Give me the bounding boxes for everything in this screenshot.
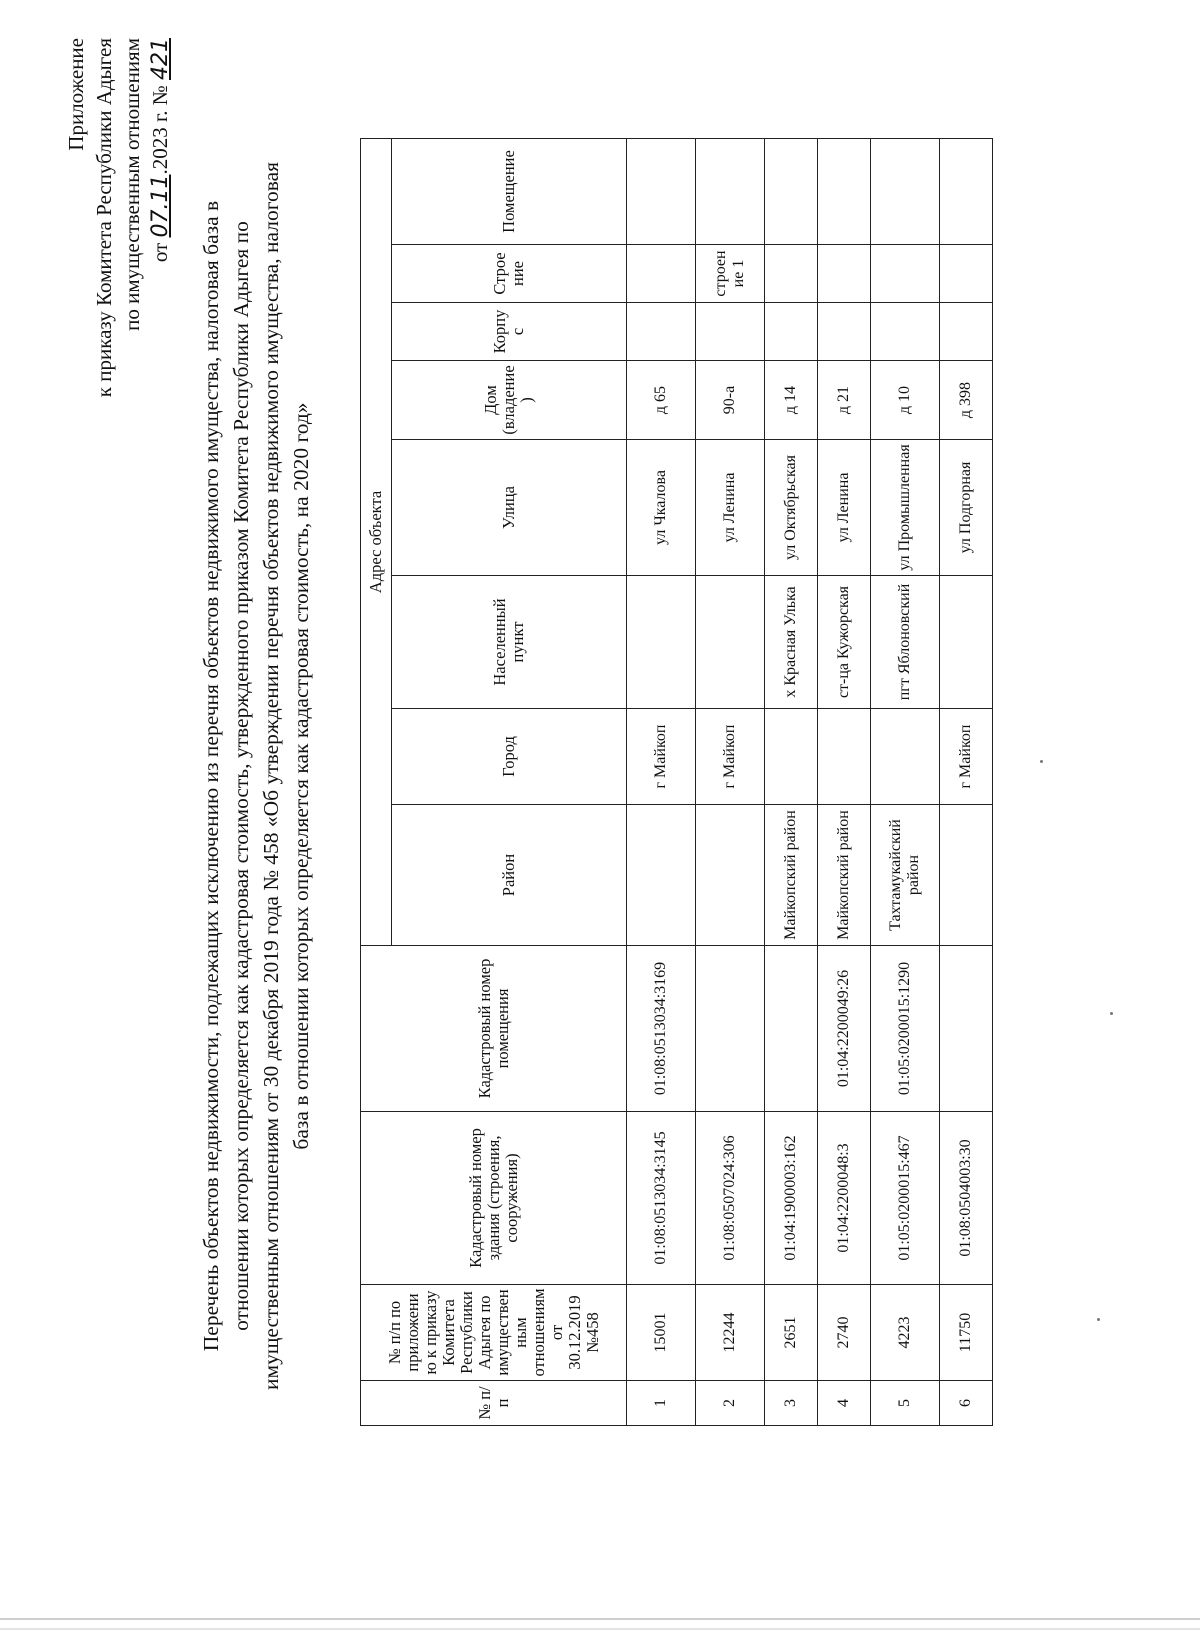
table-row xyxy=(696,139,765,1426)
cell-district xyxy=(940,805,993,946)
table-row xyxy=(818,139,871,1426)
cell-street: ул Ленина xyxy=(696,440,765,576)
cell-district xyxy=(627,805,696,946)
cell-korpus xyxy=(818,303,871,361)
cell-appendix-num: 15001 xyxy=(627,1285,696,1381)
title-line: база в отношении которых определяется как кадастровая стоимость, на 2020 год» xyxy=(289,402,313,1150)
header-city: Город xyxy=(392,709,627,805)
header-district: Район xyxy=(392,805,627,946)
cell-city xyxy=(871,709,940,805)
cell-settlement xyxy=(696,576,765,709)
cell-room xyxy=(765,139,818,245)
objects-table xyxy=(360,138,993,1426)
header-cad-room: Кадастровый номер помещения xyxy=(361,946,627,1112)
cell-street: ул Чкалова xyxy=(627,440,696,576)
cell-cad-room xyxy=(765,946,818,1112)
cell-room xyxy=(940,139,993,245)
table-row xyxy=(765,139,818,1426)
header-stroenie: Строение xyxy=(392,245,627,303)
cell-cad-building: 01:04:1900003:162 xyxy=(765,1112,818,1285)
cell-cad-room: 01:08:0513034:3169 xyxy=(627,946,696,1112)
cell-city: г Майкоп xyxy=(627,709,696,805)
header-num: № п/ п xyxy=(361,1381,627,1426)
cell-city: г Майкоп xyxy=(696,709,765,805)
cell-cad-room: 01:04:2200049:26 xyxy=(818,946,871,1112)
cell-room xyxy=(818,139,871,245)
cell-street: ул Октябрьская xyxy=(765,440,818,576)
cell-num: 6 xyxy=(940,1381,993,1426)
cell-stroenie: строение 1 xyxy=(696,245,765,303)
title-line: отношении которых определяется как кадастровая стоимость, утвержденного приказом Комитета Республики Адыгея по xyxy=(229,221,253,1331)
cell-room xyxy=(627,139,696,245)
cell-stroenie xyxy=(940,245,993,303)
cell-settlement xyxy=(940,576,993,709)
document-title xyxy=(196,106,316,1446)
header-address-group: Адрес объекта xyxy=(361,139,392,946)
cell-city: г Майкоп xyxy=(940,709,993,805)
cell-stroenie xyxy=(818,245,871,303)
handwritten-date: 07.11 xyxy=(148,174,173,238)
cell-house: д 21 xyxy=(818,361,871,440)
cell-korpus xyxy=(696,303,765,361)
cell-korpus xyxy=(627,303,696,361)
cell-city xyxy=(765,709,818,805)
cell-cad-building: 01:05:0200015:467 xyxy=(871,1112,940,1285)
cell-num: 4 xyxy=(818,1381,871,1426)
cell-district xyxy=(696,805,765,946)
cell-house: д 14 xyxy=(765,361,818,440)
cell-num: 5 xyxy=(871,1381,940,1426)
cell-cad-room xyxy=(696,946,765,1112)
table-row xyxy=(940,139,993,1426)
cell-cad-building: 01:08:0504003:30 xyxy=(940,1112,993,1285)
cell-num: 3 xyxy=(765,1381,818,1426)
cell-settlement: пгт Яблоновский xyxy=(871,576,940,709)
cell-district: Майкопский район xyxy=(818,805,871,946)
appendix-date-number xyxy=(146,38,175,397)
appendix-order-ref: к приказу Комитета Республики Адыгея xyxy=(92,38,116,398)
date-prefix: от xyxy=(148,242,172,263)
handwritten-number: 421 xyxy=(148,38,173,80)
cell-house: 90-а xyxy=(696,361,765,440)
cell-appendix-num: 2651 xyxy=(765,1285,818,1381)
cell-appendix-num: 4223 xyxy=(871,1285,940,1381)
title-line: Перечень объектов недвижимости, подлежащих исключению из перечня объектов недвижимого имущества, налоговая база в xyxy=(199,200,223,1352)
header-appendix-num: № п/п по приложению к приказу Комитета Республики Адыгея по имущественным отношениям от 30.12.2019 №458 xyxy=(361,1285,627,1381)
cell-cad-room xyxy=(940,946,993,1112)
cell-cad-room: 01:05:0200015:1290 xyxy=(871,946,940,1112)
cell-appendix-num: 2740 xyxy=(818,1285,871,1381)
cell-city xyxy=(818,709,871,805)
header-cad-building: Кадастровый номер здания (строения, сооружения) xyxy=(361,1112,627,1285)
appendix-title: Приложение xyxy=(64,38,88,151)
header-settlement: Населенный пункт xyxy=(392,576,627,709)
cell-room xyxy=(871,139,940,245)
cell-street: ул Промышленная xyxy=(871,440,940,576)
cell-settlement: ст-ца Кужорская xyxy=(818,576,871,709)
cell-num: 2 xyxy=(696,1381,765,1426)
cell-room xyxy=(696,139,765,245)
cell-street: ул Подгорная xyxy=(940,440,993,576)
table-row xyxy=(627,139,696,1426)
cell-settlement: х Красная Улька xyxy=(765,576,818,709)
cell-district: Майкопский район xyxy=(765,805,818,946)
title-line: имущественным отношениям от 30 декабря 2019 года № 458 «Об утверждении перечня объектов недвижимого имущества, налоговая xyxy=(259,161,283,1391)
cell-stroenie xyxy=(627,245,696,303)
cell-district: Тахтамукайский район xyxy=(871,805,940,946)
table-row xyxy=(871,139,940,1426)
cell-korpus xyxy=(765,303,818,361)
cell-settlement xyxy=(627,576,696,709)
appendix-header xyxy=(62,38,175,397)
header-room: Помещение xyxy=(392,139,627,245)
header-korpus: Корпус xyxy=(392,303,627,361)
appendix-committee: по имущественным отношениям xyxy=(120,38,144,331)
header-house: Дом (владение) xyxy=(392,361,627,440)
cell-house: д 65 xyxy=(627,361,696,440)
cell-stroenie xyxy=(765,245,818,303)
date-suffix: .2023 г. № xyxy=(148,85,172,175)
cell-house: д 398 xyxy=(940,361,993,440)
cell-korpus xyxy=(940,303,993,361)
cell-cad-building: 01:04:2200048:3 xyxy=(818,1112,871,1285)
cell-num: 1 xyxy=(627,1381,696,1426)
cell-korpus xyxy=(871,303,940,361)
cell-stroenie xyxy=(871,245,940,303)
cell-house: д 10 xyxy=(871,361,940,440)
header-street: Улица xyxy=(392,440,627,576)
cell-appendix-num: 11750 xyxy=(940,1285,993,1381)
cell-street: ул Ленина xyxy=(818,440,871,576)
cell-appendix-num: 12244 xyxy=(696,1285,765,1381)
cell-cad-building: 01:08:0507024:306 xyxy=(696,1112,765,1285)
cell-cad-building: 01:08:0513034:3145 xyxy=(627,1112,696,1285)
